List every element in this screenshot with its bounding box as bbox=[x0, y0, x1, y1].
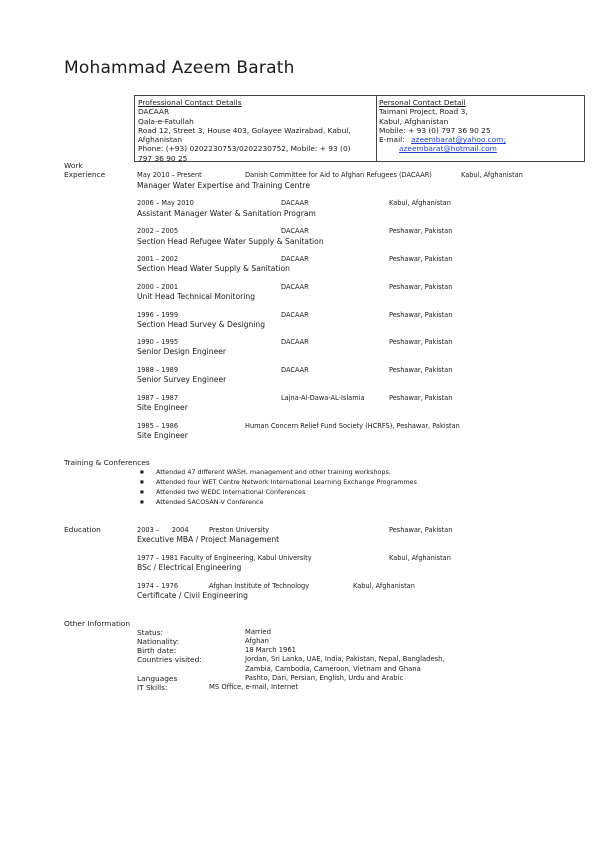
edu-location: Peshawar, Pakistan bbox=[389, 526, 453, 534]
personal-line: Kabul, Afghanistan bbox=[379, 116, 449, 126]
edu-degree: BSc / Electrical Engineering bbox=[137, 563, 242, 572]
job-org: DACAAR bbox=[281, 366, 309, 374]
job-dates: 1987 – 1987 bbox=[137, 394, 179, 402]
professional-line: DACAAR bbox=[138, 107, 170, 117]
education-heading: Education bbox=[64, 525, 101, 534]
nationality-label: Nationality: bbox=[137, 637, 180, 646]
job-dates: May 2010 – Present bbox=[137, 171, 202, 179]
personal-contact bbox=[379, 98, 579, 154]
cv-name: Mohammad Azeem Barath bbox=[64, 58, 295, 78]
job-title: Manager Water Expertise and Training Centre bbox=[137, 181, 311, 190]
it-skills-label: IT Skills: bbox=[137, 683, 168, 692]
training-heading: Training & Conferences bbox=[64, 458, 150, 467]
job-org: DACAAR bbox=[281, 255, 309, 263]
job-location: Peshawar, Pakistan bbox=[389, 311, 453, 319]
job-title: Assistant Manager Water & Sanitation Program bbox=[137, 209, 316, 218]
job-location: Peshawar, Pakistan bbox=[389, 283, 453, 291]
personal-line: Taimani Project, Road 3, bbox=[379, 107, 468, 117]
languages-label: Languages bbox=[137, 674, 178, 683]
job-dates: 2006 – May 2010 bbox=[137, 199, 194, 207]
email-label: E-mail: bbox=[379, 135, 405, 145]
professional-contact bbox=[138, 98, 374, 163]
job-org: Human Concern Relief Fund Society (HCRFS), Peshawar, Pakistan bbox=[245, 422, 460, 430]
training-item: ■ Attended two WEDC International Conferences bbox=[140, 487, 417, 497]
job-location: Peshawar, Pakistan bbox=[389, 394, 453, 402]
job-location: Peshawar, Pakistan bbox=[389, 338, 453, 346]
job-dates: 2000 – 2001 bbox=[137, 283, 179, 291]
training-list bbox=[140, 467, 417, 507]
job-dates: 1988 – 1989 bbox=[137, 366, 179, 374]
other-info-table bbox=[137, 628, 497, 698]
nationality-value: Afghan bbox=[245, 637, 269, 645]
edu-location: Kabul, Afghanistan bbox=[389, 554, 451, 562]
edu-school: Preston University bbox=[209, 526, 270, 534]
edu-dates: 1974 – 1976 bbox=[137, 582, 179, 590]
job-org: DACAAR bbox=[281, 227, 309, 235]
job-dates: 2001 – 2002 bbox=[137, 255, 179, 263]
birth-label: Birth date: bbox=[137, 646, 177, 655]
job-location: Peshawar, Pakistan bbox=[389, 255, 453, 263]
job-title: Section Head Survey & Designing bbox=[137, 320, 266, 329]
job-title: Site Engineer bbox=[137, 403, 188, 412]
training-item: ■ Attended 47 different WASH, management and other training workshops. bbox=[140, 467, 417, 477]
job-location: Kabul, Afghanistan bbox=[389, 199, 451, 207]
personal-contact-title: Personal Contact Detail bbox=[379, 98, 466, 107]
job-title: Senior Survey Engineer bbox=[137, 375, 227, 384]
job-title: Section Head Refugee Water Supply & Sanitation bbox=[137, 237, 324, 246]
edu-location: Kabul, Afghanistan bbox=[353, 582, 415, 590]
status-value: Married bbox=[245, 628, 271, 636]
job-org: DACAAR bbox=[281, 283, 309, 291]
job-dates: 1996 – 1999 bbox=[137, 311, 179, 319]
job-title: Site Engineer bbox=[137, 431, 188, 440]
professional-line: Phone: (+93) 0202230753/0202230752, Mobile: + 93 (0) bbox=[138, 144, 351, 154]
job-title: Senior Design Engineer bbox=[137, 347, 227, 356]
contact-table bbox=[134, 95, 585, 162]
job-org: Lajna-Al-Dawa-AL-Islamia bbox=[281, 394, 365, 402]
job-location: Peshawar, Pakistan bbox=[389, 227, 453, 235]
job-title: Section Head Water Supply & Sanitation bbox=[137, 264, 290, 273]
email-row bbox=[379, 135, 579, 144]
edu-dates: 2003 – 2004 bbox=[137, 526, 189, 534]
professional-contact-title: Professional Contact Details bbox=[138, 98, 242, 107]
countries-value-cont: Zambia, Cambodia, Cameroon, Vietnam and Ghana bbox=[245, 665, 421, 673]
job-title: Unit Head Technical Monitoring bbox=[137, 292, 256, 301]
professional-line: Road 12, Street 3, House 403, Golayee Wazirabad, Kabul, bbox=[138, 125, 351, 135]
professional-line: 797 36 90 25 bbox=[138, 153, 188, 163]
job-dates: 1985 – 1986 bbox=[137, 422, 179, 430]
countries-value: Jordan, Sri Lanka, UAE, India, Pakistan, Nepal, Bangladesh, bbox=[245, 655, 445, 663]
it-skills-value: MS Office, e-mail, Internet bbox=[209, 683, 299, 691]
job-org: DACAAR bbox=[281, 311, 309, 319]
training-item: ■ Attended SACOSAN-V Conference bbox=[140, 497, 417, 507]
job-org: DACAAR bbox=[281, 338, 309, 346]
countries-label: Countries visited: bbox=[137, 655, 202, 664]
job-org: DACAAR bbox=[281, 199, 309, 207]
contact-table-divider bbox=[376, 96, 377, 161]
professional-line: Afghanistan bbox=[138, 135, 182, 145]
job-org: Danish Committee for Aid to Afghan Refugees (DACAAR) bbox=[245, 171, 432, 179]
job-dates: 2002 – 2005 bbox=[137, 227, 179, 235]
edu-degree: Certificate / Civil Engineering bbox=[137, 591, 248, 600]
edu-degree: Executive MBA / Project Management bbox=[137, 535, 280, 544]
edu-school: Afghan Institute of Technology bbox=[209, 582, 310, 590]
personal-line: Mobile: + 93 (0) 797 36 90 25 bbox=[379, 125, 491, 135]
email-link-yahoo[interactable]: azeembarat@yahoo.com; bbox=[411, 135, 506, 145]
work-heading-line1: Work bbox=[64, 161, 83, 170]
job-location: Kabul, Afghanistan bbox=[461, 171, 523, 179]
job-dates: 1990 – 1995 bbox=[137, 338, 179, 346]
edu-dates: 1977 – 1981 Faculty of Engineering, Kabul University bbox=[137, 554, 312, 562]
work-heading-line2: Experience bbox=[64, 170, 106, 179]
birth-value: 18 March 1961 bbox=[245, 646, 296, 654]
other-heading: Other Information bbox=[64, 619, 131, 628]
email-link-hotmail[interactable]: azeembarat@hotmail.com bbox=[399, 144, 497, 154]
professional-line: Qala-e-Fatullah bbox=[138, 116, 194, 126]
status-label: Status: bbox=[137, 628, 164, 637]
job-location: Peshawar, Pakistan bbox=[389, 366, 453, 374]
languages-value: Pashto, Dari, Persian, English, Urdu and Arabic bbox=[245, 674, 404, 682]
training-item: ■ Attended four WET Centre Network International Learning Exchange Programmes bbox=[140, 477, 417, 487]
